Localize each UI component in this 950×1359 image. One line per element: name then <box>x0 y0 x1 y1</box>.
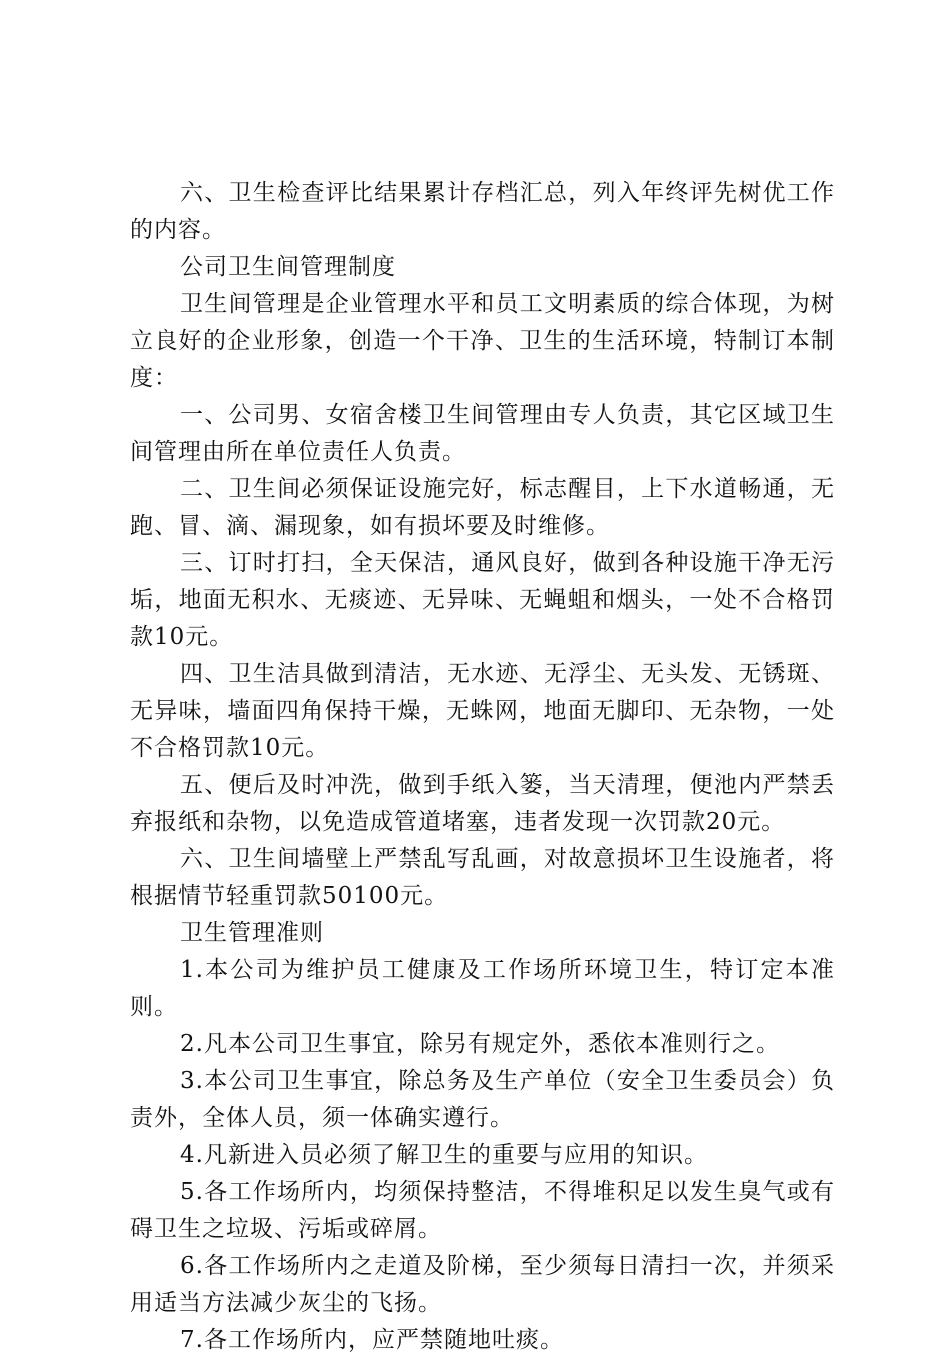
guideline-item-4: 4.凡新进入员必须了解卫生的重要与应用的知识。 <box>180 1142 708 1168</box>
paragraph-rule-5: 五、便后及时冲洗，做到手纸入篓，当天清理，便池内严禁丢弃报纸和杂物，以免造成管道堵塞，违者发现一次罚款20元。 <box>130 772 835 835</box>
paragraph-item-6-archive: 六、卫生检查评比结果累计存档汇总，列入年终评先树优工作的内容。 <box>130 180 835 243</box>
section-title-hygiene-guidelines: 卫生管理准则 <box>180 920 324 946</box>
guideline-item-3: 3.本公司卫生事宜，除总务及生产单位（安全卫生委员会）负责外，全体人员，须一体确实遵行。 <box>130 1068 835 1131</box>
guideline-item-1: 1.本公司为维护员工健康及工作场所环境卫生，特订定本准则。 <box>130 957 835 1020</box>
guideline-item-2: 2.凡本公司卫生事宜，除另有规定外，悉依本准则行之。 <box>180 1031 780 1057</box>
paragraph-rule-4: 四、卫生洁具做到清洁，无水迹、无浮尘、无头发、无锈斑、无异味，墙面四角保持干燥，无蛛网，地面无脚印、无杂物，一处不合格罚款10元。 <box>130 661 835 761</box>
paragraph-rule-6: 六、卫生间墙壁上严禁乱写乱画，对故意损坏卫生设施者，将根据情节轻重罚款50100元。 <box>130 846 835 909</box>
guideline-item-5: 5.各工作场所内，均须保持整洁，不得堆积足以发生臭气或有碍卫生之垃圾、污垢或碎屑。 <box>130 1179 835 1242</box>
paragraph-rule-1: 一、公司男、女宿舍楼卫生间管理由专人负责，其它区域卫生间管理由所在单位责任人负责。 <box>130 402 835 465</box>
guideline-item-7: 7.各工作场所内，应严禁随地吐痰。 <box>180 1327 564 1353</box>
paragraph-rule-2: 二、卫生间必须保证设施完好，标志醒目，上下水道畅通，无跑、冒、滴、漏现象，如有损坏要及时维修。 <box>130 476 835 539</box>
section-title-restroom-rules: 公司卫生间管理制度 <box>180 254 396 280</box>
document-body <box>130 175 835 1359</box>
paragraph-intro: 卫生间管理是企业管理水平和员工文明素质的综合体现，为树立良好的企业形象，创造一个干净、卫生的生活环境，特制订本制度： <box>130 291 835 391</box>
paragraph-rule-3: 三、订时打扫，全天保洁，通风良好，做到各种设施干净无污垢，地面无积水、无痰迹、无异味、无蝇蛆和烟头，一处不合格罚款10元。 <box>130 550 835 650</box>
guideline-item-6: 6.各工作场所内之走道及阶梯，至少须每日清扫一次，并须采用适当方法减少灰尘的飞扬。 <box>130 1253 835 1316</box>
